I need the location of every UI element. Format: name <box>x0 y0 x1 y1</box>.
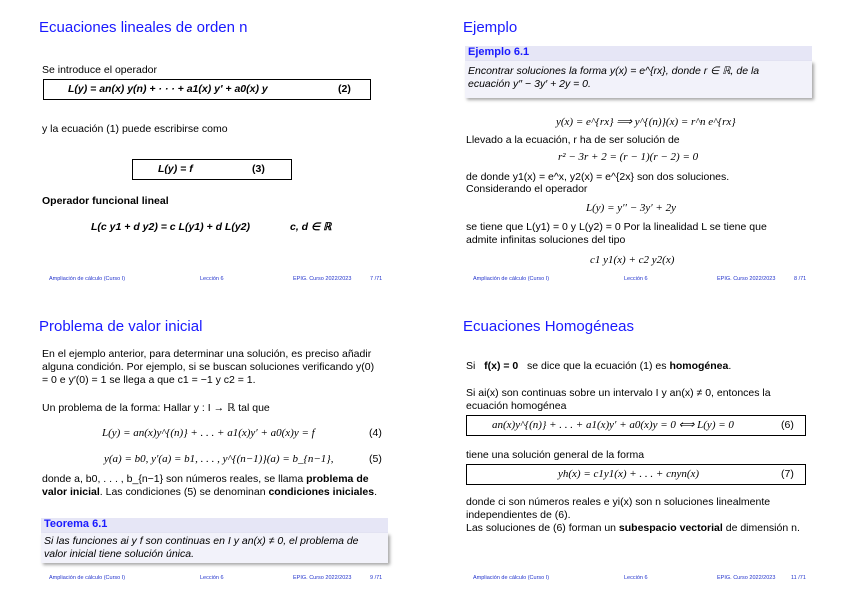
slide-title: Ecuaciones Homogéneas <box>463 318 634 335</box>
homogeneous-definition: Si f(x) = 0 se dice que la ecuación (1) es homogénea. <box>466 360 732 372</box>
footer-course: Ampliación de cálculo (Curso I) <box>473 575 550 581</box>
footer-lesson: Lección 6 <box>200 575 224 581</box>
operator-equation: L(y) = y′′ − 3y′ + 2y <box>586 202 676 214</box>
footer-lesson: Lección 6 <box>624 575 648 581</box>
section-heading: Operador funcional lineal <box>42 195 169 207</box>
eq3-tag: (3) <box>252 163 265 175</box>
linearity-equation: L(c y1 + d y2) = c L(y1) + d L(y2) <box>91 221 251 233</box>
example-text: Encontrar soluciones la forma y(x) = e^{rx}, donde r ∈ ℝ, de la ecuación y′′ − 3y′ + 2y = 0. <box>468 65 760 90</box>
text-line: Llevado a la ecuación, r ha de ser solución de <box>466 134 680 146</box>
definition-paragraph: donde a, b0, . . . , b_{n−1} son números reales, se llama problema de valor inicial. Las condiciones (5) se denominan condiciones iniciales. <box>42 473 378 498</box>
paragraph: tiene una solución general de la forma <box>466 449 645 461</box>
example-block-title: Ejemplo 6.1 <box>465 46 812 61</box>
operator-equation: L(y) = an(x) y(n) + · · · + a1(x) y′ + a0(x) y <box>68 83 268 95</box>
paragraph: Las soluciones de (6) forman un subespacio vectorial de dimensión n. <box>466 522 800 534</box>
text-line: Considerando el operador <box>466 183 588 195</box>
intro-text: Se introduce el operador <box>42 64 157 76</box>
footer-page: 7 /71 <box>370 276 383 282</box>
footer-school: EPIG. Curso 2022/2023 <box>717 276 776 282</box>
footer-school: EPIG. Curso 2022/2023 <box>293 575 352 581</box>
linear-combination: c1 y1(x) + c2 y2(x) <box>590 254 675 266</box>
equation-text: y la ecuación (1) puede escribirse como <box>42 123 228 135</box>
footer-school: EPIG. Curso 2022/2023 <box>293 276 352 282</box>
slide-title: Ecuaciones lineales de orden n <box>39 19 248 36</box>
equation-5-tag: (5) <box>369 453 382 465</box>
equation-tag: (2) <box>338 83 351 95</box>
text-line: de donde y1(x) = e^x, y2(x) = e^{2x} son dos soluciones. <box>466 171 730 183</box>
paragraph: En el ejemplo anterior, para determinar una solución, es preciso añadir alguna condición. Por ejemplo, si se buscan soluciones verificando y(0) = 0 e y′(0) = 1 se llega a que c1 = −1 y c2 = 1. <box>42 348 375 386</box>
ansatz-equation: y(x) = e^{rx} ⟹ y^{(n)}(x) = r^n e^{rx} <box>556 116 736 128</box>
equation-6: an(x)y^{(n)} + . . . + a1(x)y′ + a0(x)y = 0 ⟺ L(y) = 0 <box>492 419 734 431</box>
paragraph: Un problema de la forma: Hallar y : I → ℝ tal que <box>42 402 270 414</box>
slide-9 <box>12 307 412 589</box>
equation-6-tag: (6) <box>781 419 794 431</box>
eq3: L(y) = f <box>158 163 193 175</box>
footer-lesson: Lección 6 <box>200 276 224 282</box>
text-line: admite infinitas soluciones del tipo <box>466 234 626 246</box>
paragraph: donde ci son números reales e yi(x) son n soluciones linealmente independientes de (6). <box>466 496 771 521</box>
linearity-condition: c, d ∈ ℝ <box>290 221 332 233</box>
slide-8 <box>436 8 836 290</box>
equation-7: yh(x) = c1y1(x) + . . . + cnyn(x) <box>558 468 700 480</box>
theorem-block-title: Teorema 6.1 <box>41 518 388 533</box>
equation-7-tag: (7) <box>781 468 794 480</box>
equation-5: y(a) = b0, y′(a) = b1, . . . , y^{(n−1)}(a) = b_{n−1}, <box>104 453 334 465</box>
slide-11 <box>436 307 836 589</box>
footer-page: 8 /71 <box>794 276 807 282</box>
equation-4-tag: (4) <box>369 427 382 439</box>
slide-title: Problema de valor inicial <box>39 318 203 335</box>
slide-title: Ejemplo <box>463 19 518 36</box>
slide-7 <box>12 8 412 290</box>
eq3-box <box>132 159 292 180</box>
footer-lesson: Lección 6 <box>624 276 648 282</box>
characteristic-equation: r² − 3r + 2 = (r − 1)(r − 2) = 0 <box>558 151 699 163</box>
footer-school: EPIG. Curso 2022/2023 <box>717 575 776 581</box>
example-block-body <box>465 61 812 98</box>
footer-page: 11 /71 <box>791 575 806 581</box>
paragraph: Si ai(x) son continuas sobre un intervalo I y an(x) ≠ 0, entonces la ecuación homogénea <box>466 387 771 412</box>
footer-page: 9 /71 <box>370 575 383 581</box>
equation-4: L(y) = an(x)y^{(n)} + . . . + a1(x)y′ + a0(x)y = f <box>102 427 315 439</box>
theorem-text: Si las funciones ai y f son continuas en I y an(x) ≠ 0, el problema de valor inicial tiene solución única. <box>44 535 359 560</box>
footer-course: Ampliación de cálculo (Curso I) <box>473 276 550 282</box>
footer-course: Ampliación de cálculo (Curso I) <box>49 276 126 282</box>
footer-course: Ampliación de cálculo (Curso I) <box>49 575 126 581</box>
text-line: se tiene que L(y1) = 0 y L(y2) = 0 Por la linealidad L se tiene que <box>466 221 767 233</box>
theorem-block-body <box>41 533 388 563</box>
